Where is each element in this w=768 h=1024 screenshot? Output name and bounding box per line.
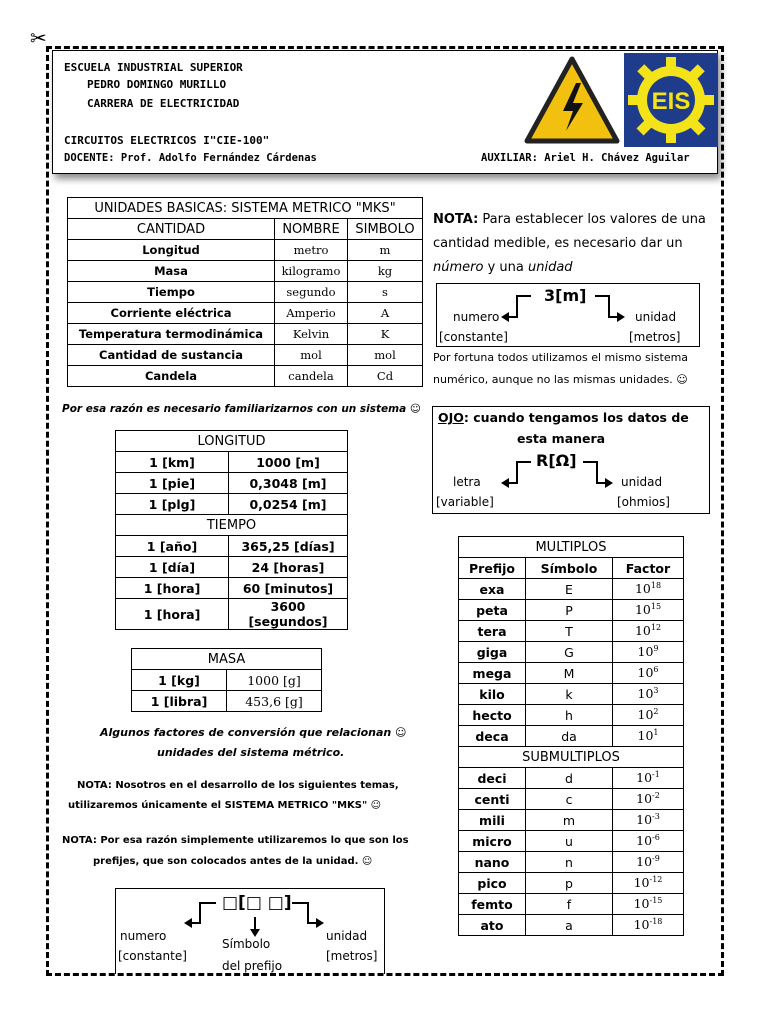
table-row [459,705,684,726]
factor-exponent: 9 [653,644,659,654]
ojo-left-sub: [variable] [436,495,494,509]
submultiples-title: SUBMULTIPLOS [459,747,684,768]
note-label: NOTA: [433,212,479,227]
multiples-title: MULTIPLOS [459,537,684,558]
prefix-name: pico [459,873,526,894]
unit-name: candela [275,366,348,387]
prefix-symbol: u [526,831,613,852]
prefix-symbol: f [526,894,613,915]
prefix-name: nano [459,852,526,873]
eis-gear-logo [624,53,718,147]
ojo-box [432,406,710,514]
table-row [68,303,423,324]
table-row [68,261,423,282]
note-numero: número [433,260,484,275]
length-time-table [115,430,348,630]
conv-to: 0,3048 [m] [229,473,348,494]
factor-base: 10 [636,812,653,828]
conversion-caption-1: Algunos factores de conversión que relacionan ☺ [100,726,407,739]
factor-base: 10 [633,896,650,912]
unit-name: segundo [275,282,348,303]
prefix-factor [613,789,684,810]
prefix-factor [613,621,684,642]
table-row [68,282,423,303]
high-voltage-warning-icon [523,55,621,145]
factor-exponent: -12 [649,875,663,885]
basic-units-table [67,197,423,387]
prefix-factor [613,852,684,873]
unit-symbol: mol [348,345,423,366]
prefix-symbol: c [526,789,613,810]
example-value: 3[m] [544,286,587,305]
unit-quantity: Candela [68,366,275,387]
prefix-name: deca [459,726,526,747]
table-row [459,789,684,810]
factor-exponent: 1 [653,728,659,738]
prefix-diagram-box [115,888,385,974]
unit-quantity: Tiempo [68,282,275,303]
prefix-name: hecto [459,705,526,726]
mass-table [131,648,322,712]
factor-base: 10 [636,770,653,786]
table-row [116,599,348,630]
unit-quantity: Masa [68,261,275,282]
example-right-word: unidad [635,310,677,324]
ojo-text: : cuando tengamos los datos de [463,410,689,425]
table-row [116,473,348,494]
unit-symbol: K [348,324,423,345]
conv-to: 1000 [m] [229,452,348,473]
mks-note-1: NOTA: Nosotros en el desarrollo de los siguientes temas, [77,780,399,791]
prefix-right-word: unidad [326,929,368,943]
prefix-name: exa [459,579,526,600]
table-row [459,768,684,789]
prefix-factor [613,642,684,663]
factor-exponent: 2 [653,707,659,717]
prefix-example: □[□ □] [222,893,292,913]
prefix-factor [613,684,684,705]
prefix-symbol: M [526,663,613,684]
unit-symbol: Cd [348,366,423,387]
teacher-name: DOCENTE: Prof. Adolfo Fernández Cárdenas [64,152,317,164]
col-header-factor: Factor [613,558,684,579]
factor-exponent: 15 [650,602,662,612]
conv-from: 1 [kg] [132,670,227,691]
col-header-simbolo: Símbolo [526,558,613,579]
ojo-right-word: unidad [621,475,663,489]
note-line-1 [433,212,706,227]
prefix-name: giga [459,642,526,663]
mass-title: MASA [132,649,322,670]
factor-exponent: 6 [653,665,659,675]
length-title: LONGITUD [116,431,348,452]
school-name: ESCUELA INDUSTRIAL SUPERIOR [64,61,243,74]
factor-base: 10 [636,854,653,870]
factor-base: 10 [634,623,651,639]
factor-exponent: -6 [652,833,660,843]
table-row [68,324,423,345]
conv-from: 1 [pie] [116,473,229,494]
col-header-simbolo: SIMBOLO [348,219,423,240]
note-and: y una [483,260,528,275]
prefix-name: deci [459,768,526,789]
table-row [459,600,684,621]
prefix-name: micro [459,831,526,852]
multiples-table [458,536,684,936]
table-row [116,536,348,557]
conv-from: 1 [hora] [116,578,229,599]
prefix-name: centi [459,789,526,810]
example-left-sub: [constante] [439,330,508,344]
unit-name: mol [275,345,348,366]
table-row [68,366,423,387]
reason-note: Por esa razón es necesario familiarizarnos con un sistema ☺ [62,403,421,415]
units-table-title: UNIDADES BASICAS: SISTEMA METRICO "MKS" [68,198,423,219]
table-row [459,642,684,663]
prefix-mid-sub: del prefijo [222,959,283,973]
table-row [132,691,322,712]
fortune-line-1: Por fortuna todos utilizamos el mismo sistema [433,351,689,364]
prefix-symbol: E [526,579,613,600]
factor-base: 10 [637,707,654,723]
conv-from: 1 [año] [116,536,229,557]
table-row [116,494,348,515]
factor-exponent: -3 [652,812,660,822]
conv-to: 3600 [segundos] [229,599,348,630]
factor-base: 10 [633,917,650,933]
example-left-word: numero [453,310,500,324]
factor-base: 10 [636,833,653,849]
table-row [116,452,348,473]
ojo-line-2: esta manera [517,431,606,446]
prefix-note-1: NOTA: Por esa razón simplemente utilizaremos lo que son los [62,835,409,846]
prefix-name: mega [459,663,526,684]
factor-exponent: 18 [650,581,662,591]
unit-symbol: m [348,240,423,261]
mks-note-2: utilizaremos únicamente el SISTEMA METRICO "MKS" ☺ [68,800,382,811]
col-header-prefijo: Prefijo [459,558,526,579]
unit-symbol: s [348,282,423,303]
factor-exponent: -1 [652,770,660,780]
table-row [132,670,322,691]
conv-to: 1000 [g] [227,670,322,691]
prefix-factor [613,768,684,789]
note-text: Para establecer los valores de una [478,212,706,227]
prefix-name: ato [459,915,526,936]
factor-exponent: -2 [652,791,660,801]
unit-name: kilogramo [275,261,348,282]
table-row [116,557,348,578]
conv-to: 60 [minutos] [229,578,348,599]
prefix-symbol: d [526,768,613,789]
prefix-factor [613,831,684,852]
ojo-right-sub: [ohmios] [617,495,670,509]
prefix-name: kilo [459,684,526,705]
conv-to: 453,6 [g] [227,691,322,712]
unit-symbol: kg [348,261,423,282]
prefix-symbol: k [526,684,613,705]
conv-to: 365,25 [días] [229,536,348,557]
prefix-mid-word: Símbolo [222,937,271,951]
prefix-symbol: m [526,810,613,831]
prefix-symbol: h [526,705,613,726]
career-name: CARRERA DE ELECTRICIDAD [87,97,240,110]
unit-quantity: Cantidad de sustancia [68,345,275,366]
conversion-caption-2: unidades del sistema métrico. [157,746,345,759]
prefix-factor [613,600,684,621]
conv-from: 1 [plg] [116,494,229,515]
prefix-symbol: T [526,621,613,642]
header-card [52,50,718,174]
table-row [459,894,684,915]
conv-to: 0,0254 [m] [229,494,348,515]
factor-exponent: 12 [650,623,662,633]
course-name: CIRCUITOS ELECTRICOS I"CIE-100" [64,134,270,147]
example-3m-box [436,283,700,347]
conv-from: 1 [día] [116,557,229,578]
table-row [459,831,684,852]
time-title: TIEMPO [116,515,348,536]
table-row [459,915,684,936]
factor-base: 10 [633,875,650,891]
unit-symbol: A [348,303,423,324]
prefix-factor [613,915,684,936]
prefix-factor [613,663,684,684]
table-row [459,852,684,873]
fortune-line-2: numérico, aunque no las mismas unidades. ☺ [433,373,688,386]
prefix-name: mili [459,810,526,831]
prefix-factor [613,705,684,726]
factor-base: 10 [637,686,654,702]
unit-quantity: Corriente eléctrica [68,303,275,324]
unit-name: metro [275,240,348,261]
col-header-cantidad: CANTIDAD [68,219,275,240]
table-row [68,240,423,261]
factor-base: 10 [637,665,654,681]
logo-text: EIS [651,88,691,115]
unit-quantity: Longitud [68,240,275,261]
prefix-symbol: a [526,915,613,936]
unit-quantity: Temperatura termodinámica [68,324,275,345]
table-row [459,684,684,705]
prefix-factor [613,726,684,747]
unit-name: Amperio [275,303,348,324]
assistant-name: AUXILIAR: Ariel H. Chávez Aguilar [481,152,690,164]
prefix-symbol: G [526,642,613,663]
note-line-3 [433,260,573,275]
table-row [459,810,684,831]
prefix-note-2: prefijes, que son colocados antes de la unidad. ☺ [93,856,373,867]
factor-base: 10 [636,791,653,807]
factor-base: 10 [634,581,651,597]
factor-exponent: -9 [652,854,660,864]
unit-name: Kelvin [275,324,348,345]
table-row [68,345,423,366]
factor-exponent: -18 [649,917,663,927]
ojo-left-word: letra [453,475,481,489]
factor-exponent: 3 [653,686,659,696]
prefix-factor [613,894,684,915]
prefix-name: tera [459,621,526,642]
prefix-symbol: p [526,873,613,894]
ojo-example: R[Ω] [536,451,577,470]
prefix-symbol: P [526,600,613,621]
ojo-label: OJO [438,410,464,425]
conv-from: 1 [libra] [132,691,227,712]
prefix-symbol: n [526,852,613,873]
prefix-symbol: da [526,726,613,747]
conv-from: 1 [hora] [116,599,229,630]
note-unidad: unidad [528,260,573,275]
table-row [116,578,348,599]
table-row [459,621,684,642]
factor-exponent: -15 [649,896,663,906]
prefix-right-sub: [metros] [326,949,378,963]
prefix-factor [613,810,684,831]
factor-base: 10 [637,728,654,744]
table-row [459,663,684,684]
prefix-name: peta [459,600,526,621]
table-row [459,873,684,894]
conv-from: 1 [km] [116,452,229,473]
table-row [459,579,684,600]
prefix-name: femto [459,894,526,915]
prefix-left-sub: [constante] [118,949,187,963]
example-right-sub: [metros] [629,330,681,344]
scissors-icon: ✂ [30,26,47,50]
founder-name: PEDRO DOMINGO MURILLO [87,78,227,91]
prefix-factor [613,873,684,894]
prefix-left-word: numero [120,929,167,943]
factor-base: 10 [634,602,651,618]
table-row [459,726,684,747]
conv-to: 24 [horas] [229,557,348,578]
factor-base: 10 [637,644,654,660]
col-header-nombre: NOMBRE [275,219,348,240]
prefix-factor [613,579,684,600]
note-line-2: cantidad medible, es necesario dar un [433,236,683,251]
